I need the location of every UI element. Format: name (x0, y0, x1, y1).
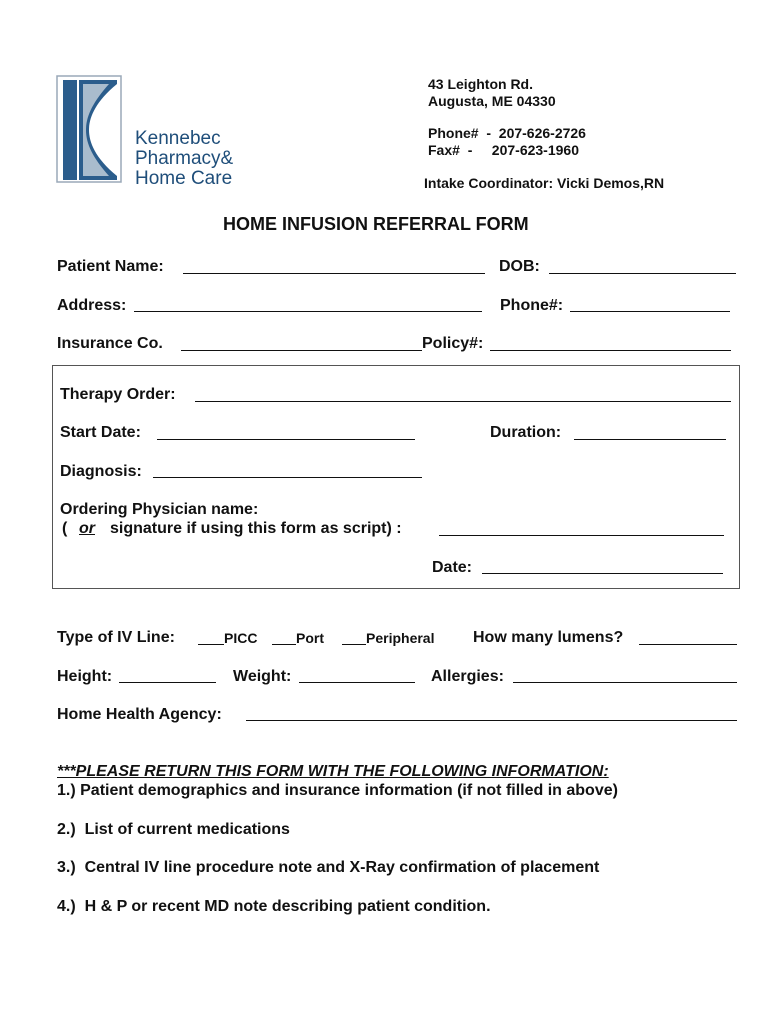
port-option: Port (296, 630, 324, 646)
start-date-label: Start Date: (60, 424, 141, 441)
fax-number: Fax# - 207-623-1960 (428, 142, 579, 158)
address-line2: Augusta, ME 04330 (428, 93, 556, 109)
start-date-field[interactable] (157, 439, 415, 440)
therapy-order-label: Therapy Order: (60, 386, 176, 403)
insurance-label: Insurance Co. (57, 335, 163, 352)
phone-field[interactable] (570, 311, 730, 312)
patient-name-label: Patient Name: (57, 258, 164, 275)
dob-field[interactable] (549, 273, 736, 274)
therapy-order-field[interactable] (195, 401, 731, 402)
weight-field[interactable] (299, 682, 415, 683)
weight-label: Weight: (233, 668, 292, 685)
or-word: or (79, 520, 95, 537)
address-line1: 43 Leighton Rd. (428, 76, 533, 92)
address-field[interactable] (134, 311, 482, 312)
policy-field[interactable] (490, 350, 731, 351)
return-item-3: 3.) Central IV line procedure note and X-Ray confirmation of placement (57, 859, 600, 876)
phone-number: Phone# - 207-626-2726 (428, 125, 586, 141)
peripheral-checkbox-field[interactable] (342, 644, 366, 645)
paren-open: ( (62, 520, 68, 537)
logo-text-line3: Home Care (135, 168, 233, 189)
date-label: Date: (432, 559, 473, 576)
duration-label: Duration: (490, 424, 562, 441)
home-health-agency-label: Home Health Agency: (57, 706, 222, 723)
peripheral-option: Peripheral (366, 630, 435, 646)
kennebec-k-logo-icon (55, 74, 125, 186)
logo-text-line1: Kennebec (135, 128, 221, 149)
allergies-label: Allergies: (431, 668, 504, 685)
phone-label: Phone#: (500, 297, 564, 314)
return-item-4: 4.) H & P or recent MD note describing patient condition. (57, 898, 491, 915)
date-field[interactable] (482, 573, 723, 574)
signature-field[interactable] (439, 535, 724, 536)
duration-field[interactable] (574, 439, 726, 440)
address-label: Address: (57, 297, 127, 314)
diagnosis-field[interactable] (153, 477, 422, 478)
patient-name-field[interactable] (183, 273, 485, 274)
logo-text-line2: Pharmacy& (135, 148, 234, 169)
height-field[interactable] (119, 682, 216, 683)
home-health-agency-field[interactable] (246, 720, 737, 721)
signature-label: signature if using this form as script) : (110, 520, 402, 537)
allergies-field[interactable] (513, 682, 737, 683)
insurance-field[interactable] (181, 350, 422, 351)
return-heading: ***PLEASE RETURN THIS FORM WITH THE FOLLOWING INFORMATION: (57, 763, 609, 780)
company-logo (55, 74, 255, 189)
return-item-2: 2.) List of current medications (57, 821, 290, 838)
physician-label: Ordering Physician name: (60, 501, 259, 518)
lumens-label: How many lumens? (473, 629, 624, 646)
lumens-field[interactable] (639, 644, 737, 645)
return-item-1: 1.) Patient demographics and insurance information (if not filled in above) (57, 782, 618, 799)
port-checkbox-field[interactable] (272, 644, 296, 645)
dob-label: DOB: (499, 258, 540, 275)
policy-label: Policy#: (422, 335, 484, 352)
diagnosis-label: Diagnosis: (60, 463, 142, 480)
picc-checkbox-field[interactable] (198, 644, 224, 645)
form-title: HOME INFUSION REFERRAL FORM (223, 214, 529, 234)
iv-line-type-label: Type of IV Line: (57, 629, 175, 646)
intake-coordinator: Intake Coordinator: Vicki Demos,RN (424, 175, 665, 191)
picc-option: PICC (224, 630, 258, 646)
height-label: Height: (57, 668, 113, 685)
